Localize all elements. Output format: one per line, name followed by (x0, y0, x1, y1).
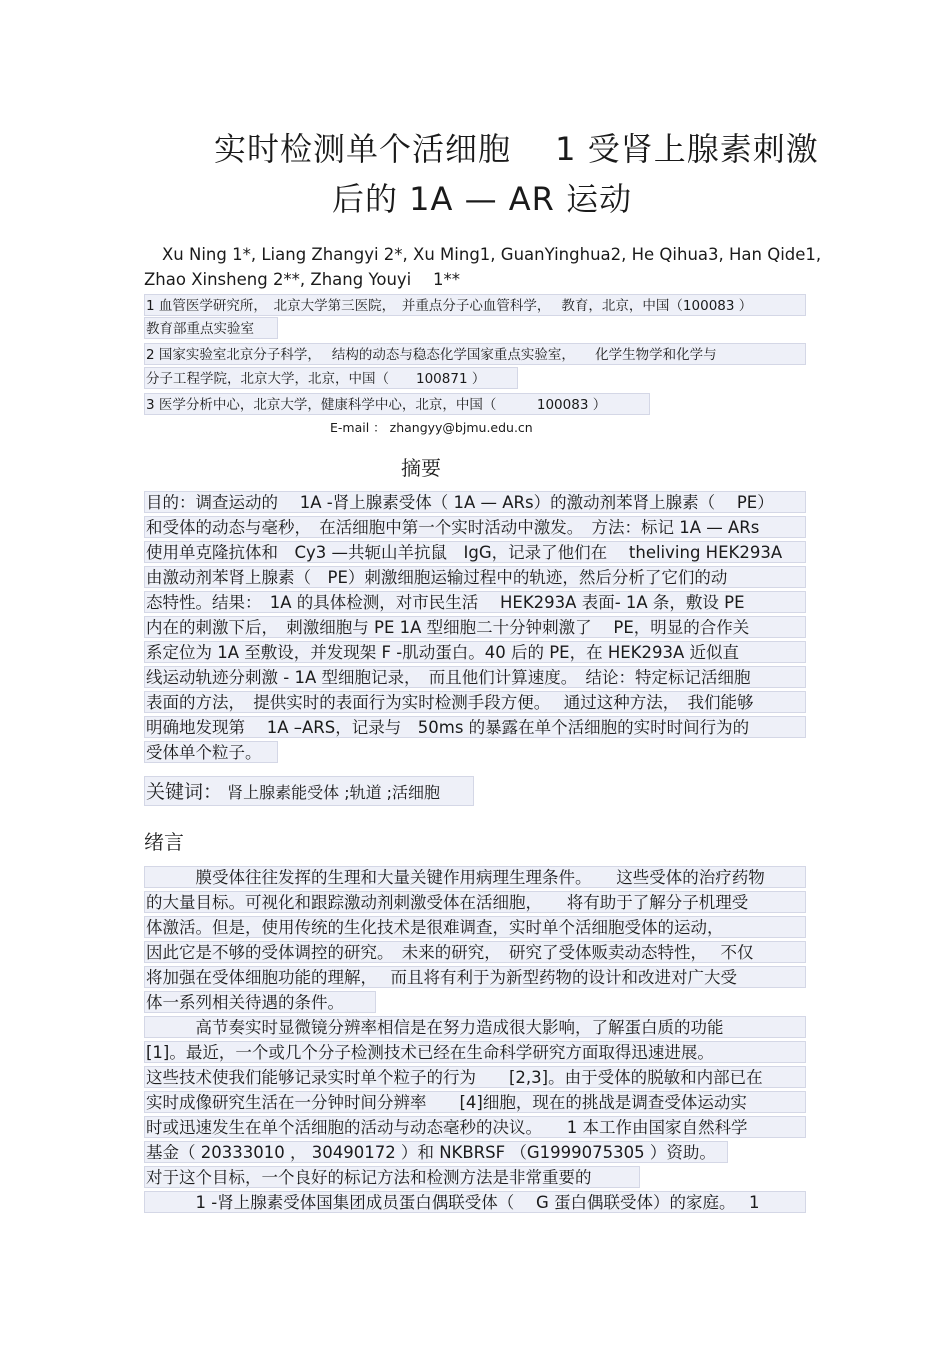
abstract-line: 使用单克隆抗体和 Cy3 —共轭山羊抗鼠 IgG，记录了他们在 theliving HEK293A (144, 541, 806, 563)
intro-line: 基金（ 20333010 ， 30490172 ）和 NKBRSF （G1999075305 ）资助。 (144, 1141, 728, 1163)
intro-line: 体一系列相关待遇的条件。 (144, 991, 376, 1013)
intro-line: 时或迅速发生在单个活细胞的活动与动态毫秒的决议。 1 本工作由国家自然科学 (144, 1116, 806, 1138)
affiliation-2: 2 国家实验室北京分子科学， 结构的动态与稳态化学国家重点实验室， 化学生物学和化学与 (144, 343, 806, 365)
keywords-text: 肾上腺素能受体 ;轨道 ;活细胞 (222, 783, 441, 802)
abstract-line: 目的：调查运动的 1A -肾上腺素受体（ 1A — ARs）的激动剂苯肾上腺素（ PE） (144, 491, 806, 513)
intro-line: [1]。最近，一个或几个分子检测技术已经在生命科学研究方面取得迅速进展。 (144, 1041, 806, 1063)
title-line-1: 实时检测单个活细胞 1 受肾上腺素刺激 (214, 130, 819, 168)
affiliation-1-cont: 教育部重点实验室 (144, 317, 278, 339)
intro-line: 高节奏实时显微镜分辨率相信是在努力造成很大影响，了解蛋白质的功能 (144, 1016, 806, 1038)
abstract-line: 线运动轨迹分刺激 - 1A 型细胞记录， 而且他们计算速度。 结论：特定标记活细胞 (144, 666, 806, 688)
intro-heading: 绪言 (144, 830, 184, 854)
abstract-line: 表面的方法， 提供实时的表面行为实时检测手段方便。 通过这种方法， 我们能够 (144, 691, 806, 713)
affiliation-2-cont: 分子工程学院，北京大学，北京，中国（ 100871 ） (144, 367, 518, 389)
keywords-line (144, 776, 474, 806)
intro-line: 因此它是不够的受体调控的研究。 未来的研究， 研究了受体贩卖动态特性， 不仅 (144, 941, 806, 963)
keywords-label: 关键词： (146, 781, 223, 803)
email-line: E-mail ： zhangyy@bjmu.edu.cn (330, 420, 533, 435)
intro-line: 对于这个目标，一个良好的标记方法和检测方法是非常重要的 (144, 1166, 640, 1188)
intro-line: 体激活。但是，使用传统的生化技术是很难调查，实时单个活细胞受体的运动， (144, 916, 806, 938)
abstract-line: 受体单个粒子。 (144, 741, 278, 763)
intro-line: 1 -肾上腺素受体国集团成员蛋白偶联受体（ G 蛋白偶联受体）的家庭。 1 (144, 1191, 806, 1213)
abstract-line: 明确地发现第 1A –ARS，记录与 50ms 的暴露在单个活细胞的实时时间行为的 (144, 716, 806, 738)
affiliation-1: 1 血管医学研究所， 北京大学第三医院， 并重点分子心血管科学， 教育，北京，中国（100083 ） (144, 294, 806, 316)
abstract-line: 态特性。结果： 1A 的具体检测，对市民生活 HEK293A 表面- 1A 条，敷设 PE (144, 591, 806, 613)
intro-line: 将加强在受体细胞功能的理解， 而且将有利于为新型药物的设计和改进对广大受 (144, 966, 806, 988)
abstract-line: 内在的刺激下后， 刺激细胞与 PE 1A 型细胞二十分钟刺激了 PE，明显的合作关 (144, 616, 806, 638)
intro-line: 膜受体往往发挥的生理和大量关键作用病理生理条件。 这些受体的治疗药物 (144, 866, 806, 888)
intro-line: 实时成像研究生活在一分钟时间分辨率 [4]细胞，现在的挑战是调查受体运动实 (144, 1091, 806, 1113)
authors-line-2: Zhao Xinsheng 2**, Zhang Youyi 1** (144, 270, 461, 289)
abstract-heading: 摘要 (401, 456, 441, 480)
intro-line: 的大量目标。可视化和跟踪激动剂刺激受体在活细胞， 将有助于了解分子机理受 (144, 891, 806, 913)
abstract-line: 由激动剂苯肾上腺素（ PE）刺激细胞运输过程中的轨迹，然后分析了它们的动 (144, 566, 806, 588)
authors-line-1: Xu Ning 1*, Liang Zhangyi 2*, Xu Ming1, GuanYinghua2, He Qihua3, Han Qide1, (162, 245, 822, 264)
intro-line: 这些技术使我们能够记录实时单个粒子的行为 [2,3]。由于受体的脱敏和内部已在 (144, 1066, 806, 1088)
abstract-line: 和受体的动态与毫秒， 在活细胞中第一个实时活动中激发。 方法：标记 1A — ARs (144, 516, 806, 538)
affiliation-3: 3 医学分析中心，北京大学，健康科学中心，北京，中国（ 100083 ） (144, 393, 650, 415)
title-line-2: 后的 1A — AR 运动 (332, 180, 633, 218)
abstract-line: 系定位为 1A 至敷设，并发现架 F -肌动蛋白。40 后的 PE，在 HEK293A 近似直 (144, 641, 806, 663)
